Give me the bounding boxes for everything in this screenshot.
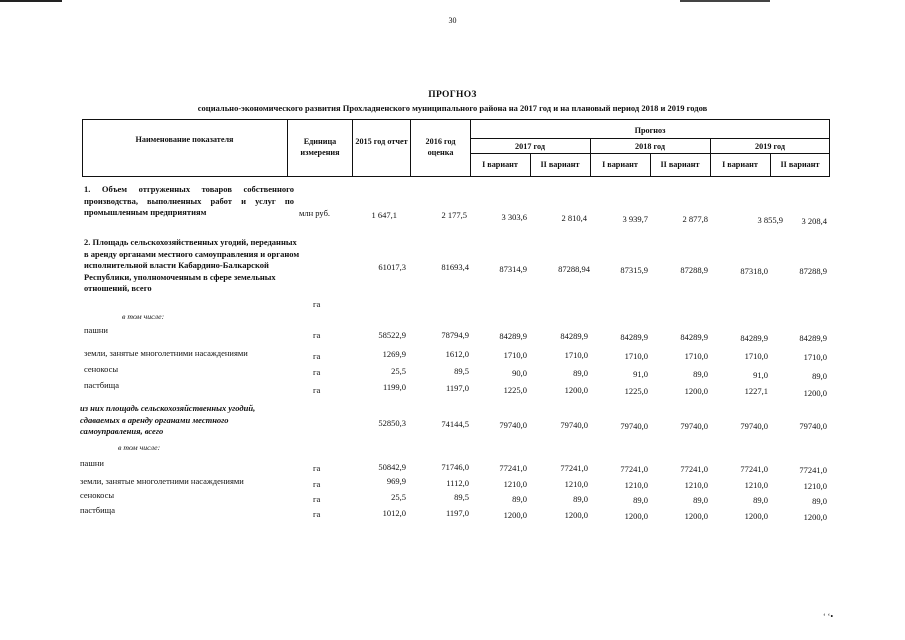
cell-2017-v2: 1200,0 [564,385,588,395]
cell-2019-v2: 3 208,4 [801,216,827,226]
cell-2019-v2: 1200,0 [803,512,827,522]
header-2017: 2017 год [515,142,545,151]
row-unit: га [313,509,321,519]
scan-edge-left [0,0,62,2]
cell-2019-v1: 84289,9 [740,333,768,343]
table-header [82,119,830,177]
row-unit: га [313,330,321,340]
cell-2019-v1: 87318,0 [740,266,768,276]
page-number: 30 [448,16,457,25]
header-divider [470,138,830,139]
row-unit: га [313,494,321,504]
row-unit: га [313,299,321,309]
row-name: пашни [84,325,108,335]
cell-2018-v1: 89,0 [633,495,648,505]
header-2018-v1: I вариант [602,160,638,169]
cell-2018-v2: 89,0 [693,369,708,379]
cell-2018-v1: 87315,9 [620,265,648,275]
cell-2017-v1: 89,0 [512,494,527,504]
cell-2018-v1: 1210,0 [624,480,648,490]
header-2015: 2015 год отчет [355,137,408,146]
row-unit: млн руб. [299,208,331,218]
header-2019-v2: II вариант [780,160,820,169]
header-2018: 2018 год [635,142,665,151]
header-2016: 2016 год оценка [425,137,456,157]
header-2017-v1: I вариант [482,160,518,169]
cell-2016: 81693,4 [441,262,469,272]
cell-2017-v1: 84289,9 [499,331,527,341]
cell-2017-v2: 1200,0 [564,510,588,520]
cell-2017-v2: 79740,0 [560,420,588,430]
row-unit: га [313,479,321,489]
cell-2018-v1: 84289,9 [620,332,648,342]
row-name: в том числе: [122,312,165,321]
row-name: пастбища [80,505,116,515]
cell-2018-v1: 91,0 [633,369,648,379]
cell-2017-v2: 89,0 [573,368,588,378]
row-name: земли, занятые многолетними насаждениями [80,476,244,486]
cell-2018-v2: 79740,0 [680,421,708,431]
cell-2018-v2: 1200,0 [684,511,708,521]
cell-2019-v1: 77241,0 [740,464,768,474]
cell-2015: 1012,0 [382,508,406,518]
row-name: сенокосы [84,364,119,374]
cell-2019-v2: 87288,9 [799,266,827,276]
document-title: ПРОГНОЗ [428,90,477,100]
header-divider [410,119,411,177]
cell-2018-v2: 1710,0 [684,351,708,361]
cell-2018-v1: 1710,0 [624,351,648,361]
cell-2016: 1197,0 [445,508,469,518]
cell-2015: 969,9 [386,476,406,486]
cell-2019-v1: 1227,1 [744,386,768,396]
row-name: земли, занятые многолетними насаждениями [84,348,248,358]
cell-2018-v2: 1210,0 [684,480,708,490]
cell-2016: 2 177,5 [441,210,467,220]
cell-2018-v2: 2 877,8 [682,214,708,224]
cell-2017-v1: 1225,0 [503,385,527,395]
row-name: пастбища [84,380,120,390]
row-unit: га [313,351,321,361]
cell-2018-v2: 77241,0 [680,464,708,474]
header-unit: Единица измерения [300,137,340,157]
cell-2016: 1112,0 [446,478,469,488]
cell-2017-v1: 1710,0 [503,350,527,360]
cell-2018-v1: 79740,0 [620,421,648,431]
cell-2018-v2: 1200,0 [684,386,708,396]
cell-2017-v1: 77241,0 [499,463,527,473]
row-name: сенокосы [80,490,115,500]
cell-2019-v2: 77241,0 [799,465,827,475]
scan-edge [0,0,905,3]
cell-2016: 89,5 [454,492,469,502]
cell-2015: 1 647,1 [371,210,397,220]
document-subtitle: социально-экономического развития Прохладненского муниципального района на 2017 год и на плановый период 2018 и 2019 годов [197,103,708,113]
cell-2019-v2: 1200,0 [803,388,827,398]
scan-edge-right [680,0,770,2]
cell-2019-v2: 89,0 [812,371,827,381]
cell-2017-v2: 2 810,4 [561,213,587,223]
cell-2016: 78794,9 [441,330,469,340]
cell-2018-v1: 1225,0 [624,386,648,396]
row-unit: га [313,385,321,395]
cell-2019-v1: 1210,0 [744,480,768,490]
header-2017-v2: II вариант [540,160,580,169]
row-name: из них площадь сельскохозяйственных угодий, сдаваемых в аренду органами местного самоуправления, всего [80,403,256,436]
cell-2019-v2: 79740,0 [799,421,827,431]
cell-2019-v1: 91,0 [753,370,768,380]
cell-2019-v2: 89,0 [812,496,827,506]
cell-2019-v1: 89,0 [753,495,768,505]
cell-2017-v2: 1710,0 [564,350,588,360]
header-2019: 2019 год [755,142,785,151]
cell-2019-v1: 1710,0 [744,351,768,361]
cell-2015: 1269,9 [382,349,406,359]
cell-2018-v1: 1200,0 [624,511,648,521]
cell-2018-v2: 87288,9 [680,265,708,275]
row-name: 1. Объем отгруженных товаров собственного производства, выполненных работ и услуг по промышленным предприятиям [84,184,294,217]
header-name: Наименование показателя [135,135,234,144]
header-divider [352,119,353,177]
cell-2017-v2: 84289,9 [560,331,588,341]
row-name: в том числе: [118,443,161,452]
row-unit: га [313,367,321,377]
cell-2019-v2: 1210,0 [803,481,827,491]
cell-2019-v1: 79740,0 [740,421,768,431]
header-2018-v2: II вариант [660,160,700,169]
cell-2018-v2: 89,0 [693,495,708,505]
cell-2016: 89,5 [454,366,469,376]
cell-2017-v1: 3 303,6 [501,212,527,222]
cell-2017-v1: 1210,0 [503,479,527,489]
row-name: пашни [80,458,104,468]
cell-2017-v2: 89,0 [573,494,588,504]
cell-2019-v1: 1200,0 [744,511,768,521]
cell-2018-v2: 84289,9 [680,332,708,342]
corner-marks: ‘ ‘• [823,612,834,621]
cell-2019-v2: 84289,9 [799,333,827,343]
cell-2017-v1: 1200,0 [503,510,527,520]
cell-2015: 52850,3 [378,418,406,428]
cell-2018-v1: 3 939,7 [622,214,648,224]
header-divider [287,119,288,177]
header-forecast: Прогноз [634,126,666,135]
cell-2015: 58522,9 [378,330,406,340]
cell-2015: 1199,0 [382,382,406,392]
cell-2017-v1: 87314,9 [499,264,527,274]
cell-2016: 1612,0 [445,349,469,359]
cell-2015: 50842,9 [378,462,406,472]
cell-2016: 74144,5 [441,419,469,429]
cell-2015: 61017,3 [378,262,406,272]
cell-2017-v1: 79740,0 [499,420,527,430]
cell-2018-v1: 77241,0 [620,464,648,474]
cell-2016: 1197,0 [445,383,469,393]
cell-2015: 25,5 [391,366,406,376]
row-name: 2. Площадь сельскохозяйственных угодий, переданных в аренду органами местного самоуправления и органом исполнительной власти Кабардино-Балкарской Республики, уполномоченным в сфере земельных отношений, всего [84,237,300,293]
cell-2019-v1: 3 855,9 [757,215,783,225]
cell-2015: 25,5 [391,492,406,502]
cell-2017-v2: 87288,94 [558,264,590,274]
cell-2019-v2: 1710,0 [803,352,827,362]
cell-2017-v2: 1210,0 [564,479,588,489]
cell-2017-v2: 77241,0 [560,463,588,473]
cell-2016: 71746,0 [441,462,469,472]
cell-2017-v1: 90,0 [512,368,527,378]
header-2019-v1: I вариант [722,160,758,169]
row-unit: га [313,463,321,473]
